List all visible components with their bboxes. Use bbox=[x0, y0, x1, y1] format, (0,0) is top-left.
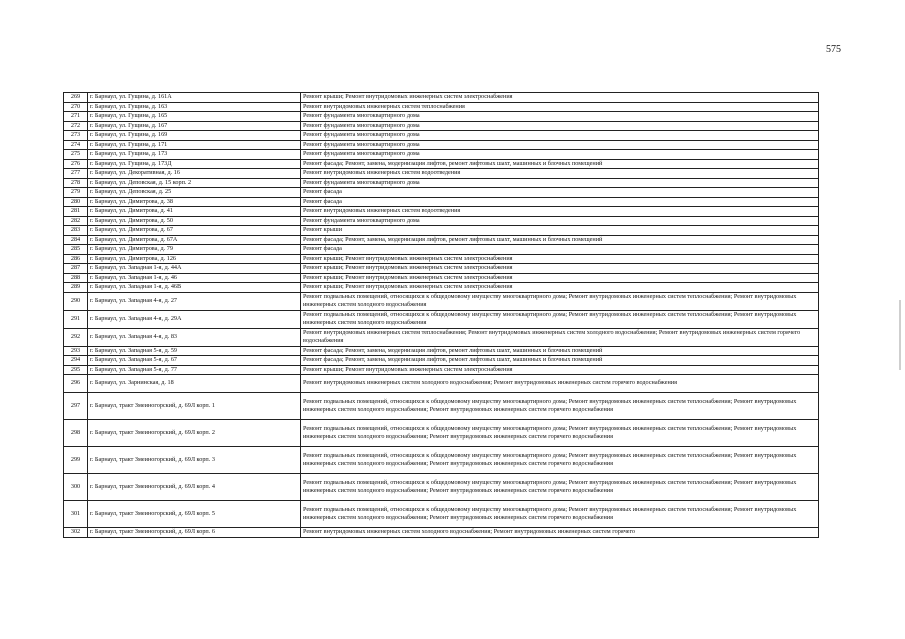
table-row bbox=[64, 235, 819, 245]
table-row bbox=[64, 245, 819, 255]
address-cell: г. Барнаул, ул. Западная 1-я, д. 46В bbox=[88, 283, 301, 293]
work-type-cell: Ремонт крыши; Ремонт внутридомовых инженерных систем электроснабжения bbox=[301, 365, 819, 375]
work-type-cell: Ремонт крыши; Ремонт внутридомовых инженерных систем электроснабжения bbox=[301, 93, 819, 103]
work-type-cell: Ремонт внутридомовых инженерных систем теплоснабжения; Ремонт внутридомовых инженерных систем холодного водоснабжения; Ремонт внутридомовых инженерных систем горячего водоснабжения bbox=[301, 328, 819, 346]
work-type-cell: Ремонт фасада; Ремонт, замена, модернизация лифтов, ремонт лифтовых шахт, машинных и блочных помещений bbox=[301, 235, 819, 245]
work-type-cell: Ремонт фундамента многоквартирного дома bbox=[301, 112, 819, 122]
address-cell: г. Барнаул, ул. Димитрова, д. 126 bbox=[88, 254, 301, 264]
work-type-cell: Ремонт крыши; Ремонт внутридомовых инженерных систем электроснабжения bbox=[301, 264, 819, 274]
row-number-cell: 291 bbox=[64, 310, 88, 328]
row-number-cell: 288 bbox=[64, 273, 88, 283]
row-number-cell: 275 bbox=[64, 150, 88, 160]
row-number-cell: 272 bbox=[64, 121, 88, 131]
address-cell: г. Барнаул, ул. Западная 4-я, д. 83 bbox=[88, 328, 301, 346]
row-number-cell: 298 bbox=[64, 420, 88, 447]
work-type-cell: Ремонт фундамента многоквартирного дома bbox=[301, 216, 819, 226]
table-row bbox=[64, 393, 819, 420]
row-number-cell: 297 bbox=[64, 393, 88, 420]
repair-schedule-table bbox=[63, 92, 819, 538]
address-cell: г. Барнаул, ул. Западная 5-я, д. 77 bbox=[88, 365, 301, 375]
work-type-cell: Ремонт крыши; Ремонт внутридомовых инженерных систем электроснабжения bbox=[301, 254, 819, 264]
work-type-cell: Ремонт фасада bbox=[301, 188, 819, 198]
scan-edge-mark bbox=[899, 300, 901, 370]
address-cell: г. Барнаул, ул. Гущина, д. 163 bbox=[88, 102, 301, 112]
work-type-cell: Ремонт подвальных помещений, относящихся к общедомовому имуществу многоквартирного дома; Ремонт внутридомовых инженерных систем теплоснабжения; Ремонт внутридомовых инженерных систем холодного водоснабжения; Ремонт внутридомовых инженерных систем горячего водоснабжения bbox=[301, 393, 819, 420]
address-cell: г. Барнаул, ул. Декоративная, д. 16 bbox=[88, 169, 301, 179]
work-type-cell: Ремонт фасада; Ремонт, замена, модернизация лифтов, ремонт лифтовых шахт, машинных и блочных помещений bbox=[301, 159, 819, 169]
work-type-cell: Ремонт подвальных помещений, относящихся к общедомовому имуществу многоквартирного дома; Ремонт внутридомовых инженерных систем теплоснабжения; Ремонт внутридомовых инженерных систем холодного водоснабжения; Ремонт внутридомовых инженерных систем горячего водоснабжения bbox=[301, 501, 819, 528]
address-cell: г. Барнаул, тракт Змеиногорский, д. 69Л корп. 1 bbox=[88, 393, 301, 420]
table-row bbox=[64, 365, 819, 375]
row-number-cell: 278 bbox=[64, 178, 88, 188]
table-row bbox=[64, 207, 819, 217]
address-cell: г. Барнаул, ул. Димитрова, д. 67А bbox=[88, 235, 301, 245]
table-row bbox=[64, 226, 819, 236]
address-cell: г. Барнаул, ул. Зарнинская, д. 18 bbox=[88, 375, 301, 393]
row-number-cell: 286 bbox=[64, 254, 88, 264]
work-type-cell: Ремонт подвальных помещений, относящихся к общедомовому имуществу многоквартирного дома; Ремонт внутридомовых инженерных систем теплоснабжения; Ремонт внутридомовых инженерных систем холодного водоснабжения; Ремонт внутридомовых инженерных систем горячего водоснабжения bbox=[301, 447, 819, 474]
work-type-cell: Ремонт подвальных помещений, относящихся к общедомовому имуществу многоквартирного дома; Ремонт внутридомовых инженерных систем теплоснабжения; Ремонт внутридомовых инженерных систем холодного водоснабжения; Ремонт внутридомовых инженерных систем горячего водоснабжения bbox=[301, 420, 819, 447]
table-row bbox=[64, 528, 819, 538]
row-number-cell: 285 bbox=[64, 245, 88, 255]
row-number-cell: 270 bbox=[64, 102, 88, 112]
work-type-cell: Ремонт крыши bbox=[301, 226, 819, 236]
table-row bbox=[64, 197, 819, 207]
address-cell: г. Барнаул, ул. Димитрова, д. 50 bbox=[88, 216, 301, 226]
table-row bbox=[64, 159, 819, 169]
address-cell: г. Барнаул, ул. Западная 5-я, д. 59 bbox=[88, 346, 301, 356]
work-type-cell: Ремонт фасада; Ремонт, замена, модернизация лифтов, ремонт лифтовых шахт, машинных и блочных помещений bbox=[301, 346, 819, 356]
table-row bbox=[64, 169, 819, 179]
table-row bbox=[64, 328, 819, 346]
table-row bbox=[64, 273, 819, 283]
table-row bbox=[64, 102, 819, 112]
table-row bbox=[64, 356, 819, 366]
address-cell: г. Барнаул, ул. Гущина, д. 161А bbox=[88, 93, 301, 103]
address-cell: г. Барнаул, тракт Змеиногорский, д. 69Л корп. 4 bbox=[88, 474, 301, 501]
address-cell: г. Барнаул, ул. Гущина, д. 173Д bbox=[88, 159, 301, 169]
table-row bbox=[64, 93, 819, 103]
address-cell: г. Барнаул, ул. Гущина, д. 165 bbox=[88, 112, 301, 122]
table-row bbox=[64, 112, 819, 122]
address-cell: г. Барнаул, ул. Западная 1-я, д. 44А bbox=[88, 264, 301, 274]
table-row bbox=[64, 216, 819, 226]
row-number-cell: 302 bbox=[64, 528, 88, 538]
row-number-cell: 282 bbox=[64, 216, 88, 226]
work-type-cell: Ремонт крыши; Ремонт внутридомовых инженерных систем электроснабжения bbox=[301, 283, 819, 293]
table-row bbox=[64, 150, 819, 160]
table-row bbox=[64, 188, 819, 198]
row-number-cell: 274 bbox=[64, 140, 88, 150]
row-number-cell: 300 bbox=[64, 474, 88, 501]
address-cell: г. Барнаул, ул. Димитрова, д. 67 bbox=[88, 226, 301, 236]
address-cell: г. Барнаул, ул. Западная 4-я, д. 27 bbox=[88, 292, 301, 310]
row-number-cell: 290 bbox=[64, 292, 88, 310]
address-cell: г. Барнаул, тракт Змеиногорский, д. 69Л корп. 5 bbox=[88, 501, 301, 528]
table-row bbox=[64, 254, 819, 264]
address-cell: г. Барнаул, ул. Димитрова, д. 38 bbox=[88, 197, 301, 207]
work-type-cell: Ремонт крыши; Ремонт внутридомовых инженерных систем электроснабжения bbox=[301, 273, 819, 283]
work-type-cell: Ремонт фундамента многоквартирного дома bbox=[301, 140, 819, 150]
row-number-cell: 276 bbox=[64, 159, 88, 169]
row-number-cell: 280 bbox=[64, 197, 88, 207]
address-cell: г. Барнаул, ул. Гущина, д. 171 bbox=[88, 140, 301, 150]
row-number-cell: 271 bbox=[64, 112, 88, 122]
table-row bbox=[64, 264, 819, 274]
work-type-cell: Ремонт внутридомовых инженерных систем водоотведения bbox=[301, 207, 819, 217]
work-type-cell: Ремонт внутридомовых инженерных систем водоотведения bbox=[301, 169, 819, 179]
table-row bbox=[64, 283, 819, 293]
work-type-cell: Ремонт подвальных помещений, относящихся к общедомовому имуществу многоквартирного дома; Ремонт внутридомовых инженерных систем теплоснабжения; Ремонт внутридомовых инженерных систем холодного водоснабжения bbox=[301, 292, 819, 310]
table-body bbox=[64, 93, 819, 538]
row-number-cell: 287 bbox=[64, 264, 88, 274]
work-type-cell: Ремонт фундамента многоквартирного дома bbox=[301, 178, 819, 188]
address-cell: г. Барнаул, ул. Гущина, д. 167 bbox=[88, 121, 301, 131]
address-cell: г. Барнаул, ул. Деповская, д. 25 bbox=[88, 188, 301, 198]
row-number-cell: 301 bbox=[64, 501, 88, 528]
table-row bbox=[64, 375, 819, 393]
row-number-cell: 281 bbox=[64, 207, 88, 217]
address-cell: г. Барнаул, ул. Димитрова, д. 41 bbox=[88, 207, 301, 217]
work-type-cell: Ремонт подвальных помещений, относящихся к общедомовому имуществу многоквартирного дома; Ремонт внутридомовых инженерных систем теплоснабжения; Ремонт внутридомовых инженерных систем холодного водоснабжения bbox=[301, 310, 819, 328]
address-cell: г. Барнаул, тракт Змеиногорский, д. 69Л корп. 3 bbox=[88, 447, 301, 474]
row-number-cell: 299 bbox=[64, 447, 88, 474]
address-cell: г. Барнаул, тракт Змеиногорский, д. 69Л корп. 6 bbox=[88, 528, 301, 538]
work-type-cell: Ремонт внутридомовых инженерных систем холодного водоснабжения; Ремонт внутридомовых инженерных систем горячего водоснабжения bbox=[301, 375, 819, 393]
table-row bbox=[64, 420, 819, 447]
row-number-cell: 292 bbox=[64, 328, 88, 346]
table-row bbox=[64, 292, 819, 310]
address-cell: г. Барнаул, ул. Западная 5-я, д. 67 bbox=[88, 356, 301, 366]
table-row bbox=[64, 121, 819, 131]
row-number-cell: 269 bbox=[64, 93, 88, 103]
table-row bbox=[64, 447, 819, 474]
address-cell: г. Барнаул, ул. Западная 4-я, д. 29А bbox=[88, 310, 301, 328]
work-type-cell: Ремонт фундамента многоквартирного дома bbox=[301, 121, 819, 131]
address-cell: г. Барнаул, ул. Димитрова, д. 79 bbox=[88, 245, 301, 255]
row-number-cell: 294 bbox=[64, 356, 88, 366]
table-row bbox=[64, 346, 819, 356]
address-cell: г. Барнаул, ул. Западная 1-я, д. 46 bbox=[88, 273, 301, 283]
table-row bbox=[64, 474, 819, 501]
work-type-cell: Ремонт внутридомовых инженерных систем теплоснабжения bbox=[301, 102, 819, 112]
row-number-cell: 277 bbox=[64, 169, 88, 179]
address-cell: г. Барнаул, ул. Гущина, д. 173 bbox=[88, 150, 301, 160]
row-number-cell: 289 bbox=[64, 283, 88, 293]
work-type-cell: Ремонт фундамента многоквартирного дома bbox=[301, 150, 819, 160]
table-row bbox=[64, 178, 819, 188]
work-type-cell: Ремонт внутридомовых инженерных систем холодного водоснабжения; Ремонт внутридомовых инженерных систем горячего bbox=[301, 528, 819, 538]
address-cell: г. Барнаул, ул. Гущина, д. 169 bbox=[88, 131, 301, 141]
work-type-cell: Ремонт фасада; Ремонт, замена, модернизация лифтов, ремонт лифтовых шахт, машинных и блочных помещений bbox=[301, 356, 819, 366]
table-row bbox=[64, 140, 819, 150]
table-row bbox=[64, 131, 819, 141]
table-row bbox=[64, 501, 819, 528]
work-type-cell: Ремонт подвальных помещений, относящихся к общедомовому имуществу многоквартирного дома; Ремонт внутридомовых инженерных систем теплоснабжения; Ремонт внутридомовых инженерных систем холодного водоснабжения; Ремонт внутридомовых инженерных систем горячего водоснабжения bbox=[301, 474, 819, 501]
work-type-cell: Ремонт фасада bbox=[301, 245, 819, 255]
work-type-cell: Ремонт фундамента многоквартирного дома bbox=[301, 131, 819, 141]
address-cell: г. Барнаул, ул. Деповская, д. 15 корп. 2 bbox=[88, 178, 301, 188]
row-number-cell: 279 bbox=[64, 188, 88, 198]
row-number-cell: 295 bbox=[64, 365, 88, 375]
row-number-cell: 296 bbox=[64, 375, 88, 393]
work-type-cell: Ремонт фасада bbox=[301, 197, 819, 207]
row-number-cell: 273 bbox=[64, 131, 88, 141]
address-cell: г. Барнаул, тракт Змеиногорский, д. 69Л корп. 2 bbox=[88, 420, 301, 447]
page-number: 575 bbox=[826, 44, 841, 55]
row-number-cell: 283 bbox=[64, 226, 88, 236]
row-number-cell: 293 bbox=[64, 346, 88, 356]
table-row bbox=[64, 310, 819, 328]
row-number-cell: 284 bbox=[64, 235, 88, 245]
